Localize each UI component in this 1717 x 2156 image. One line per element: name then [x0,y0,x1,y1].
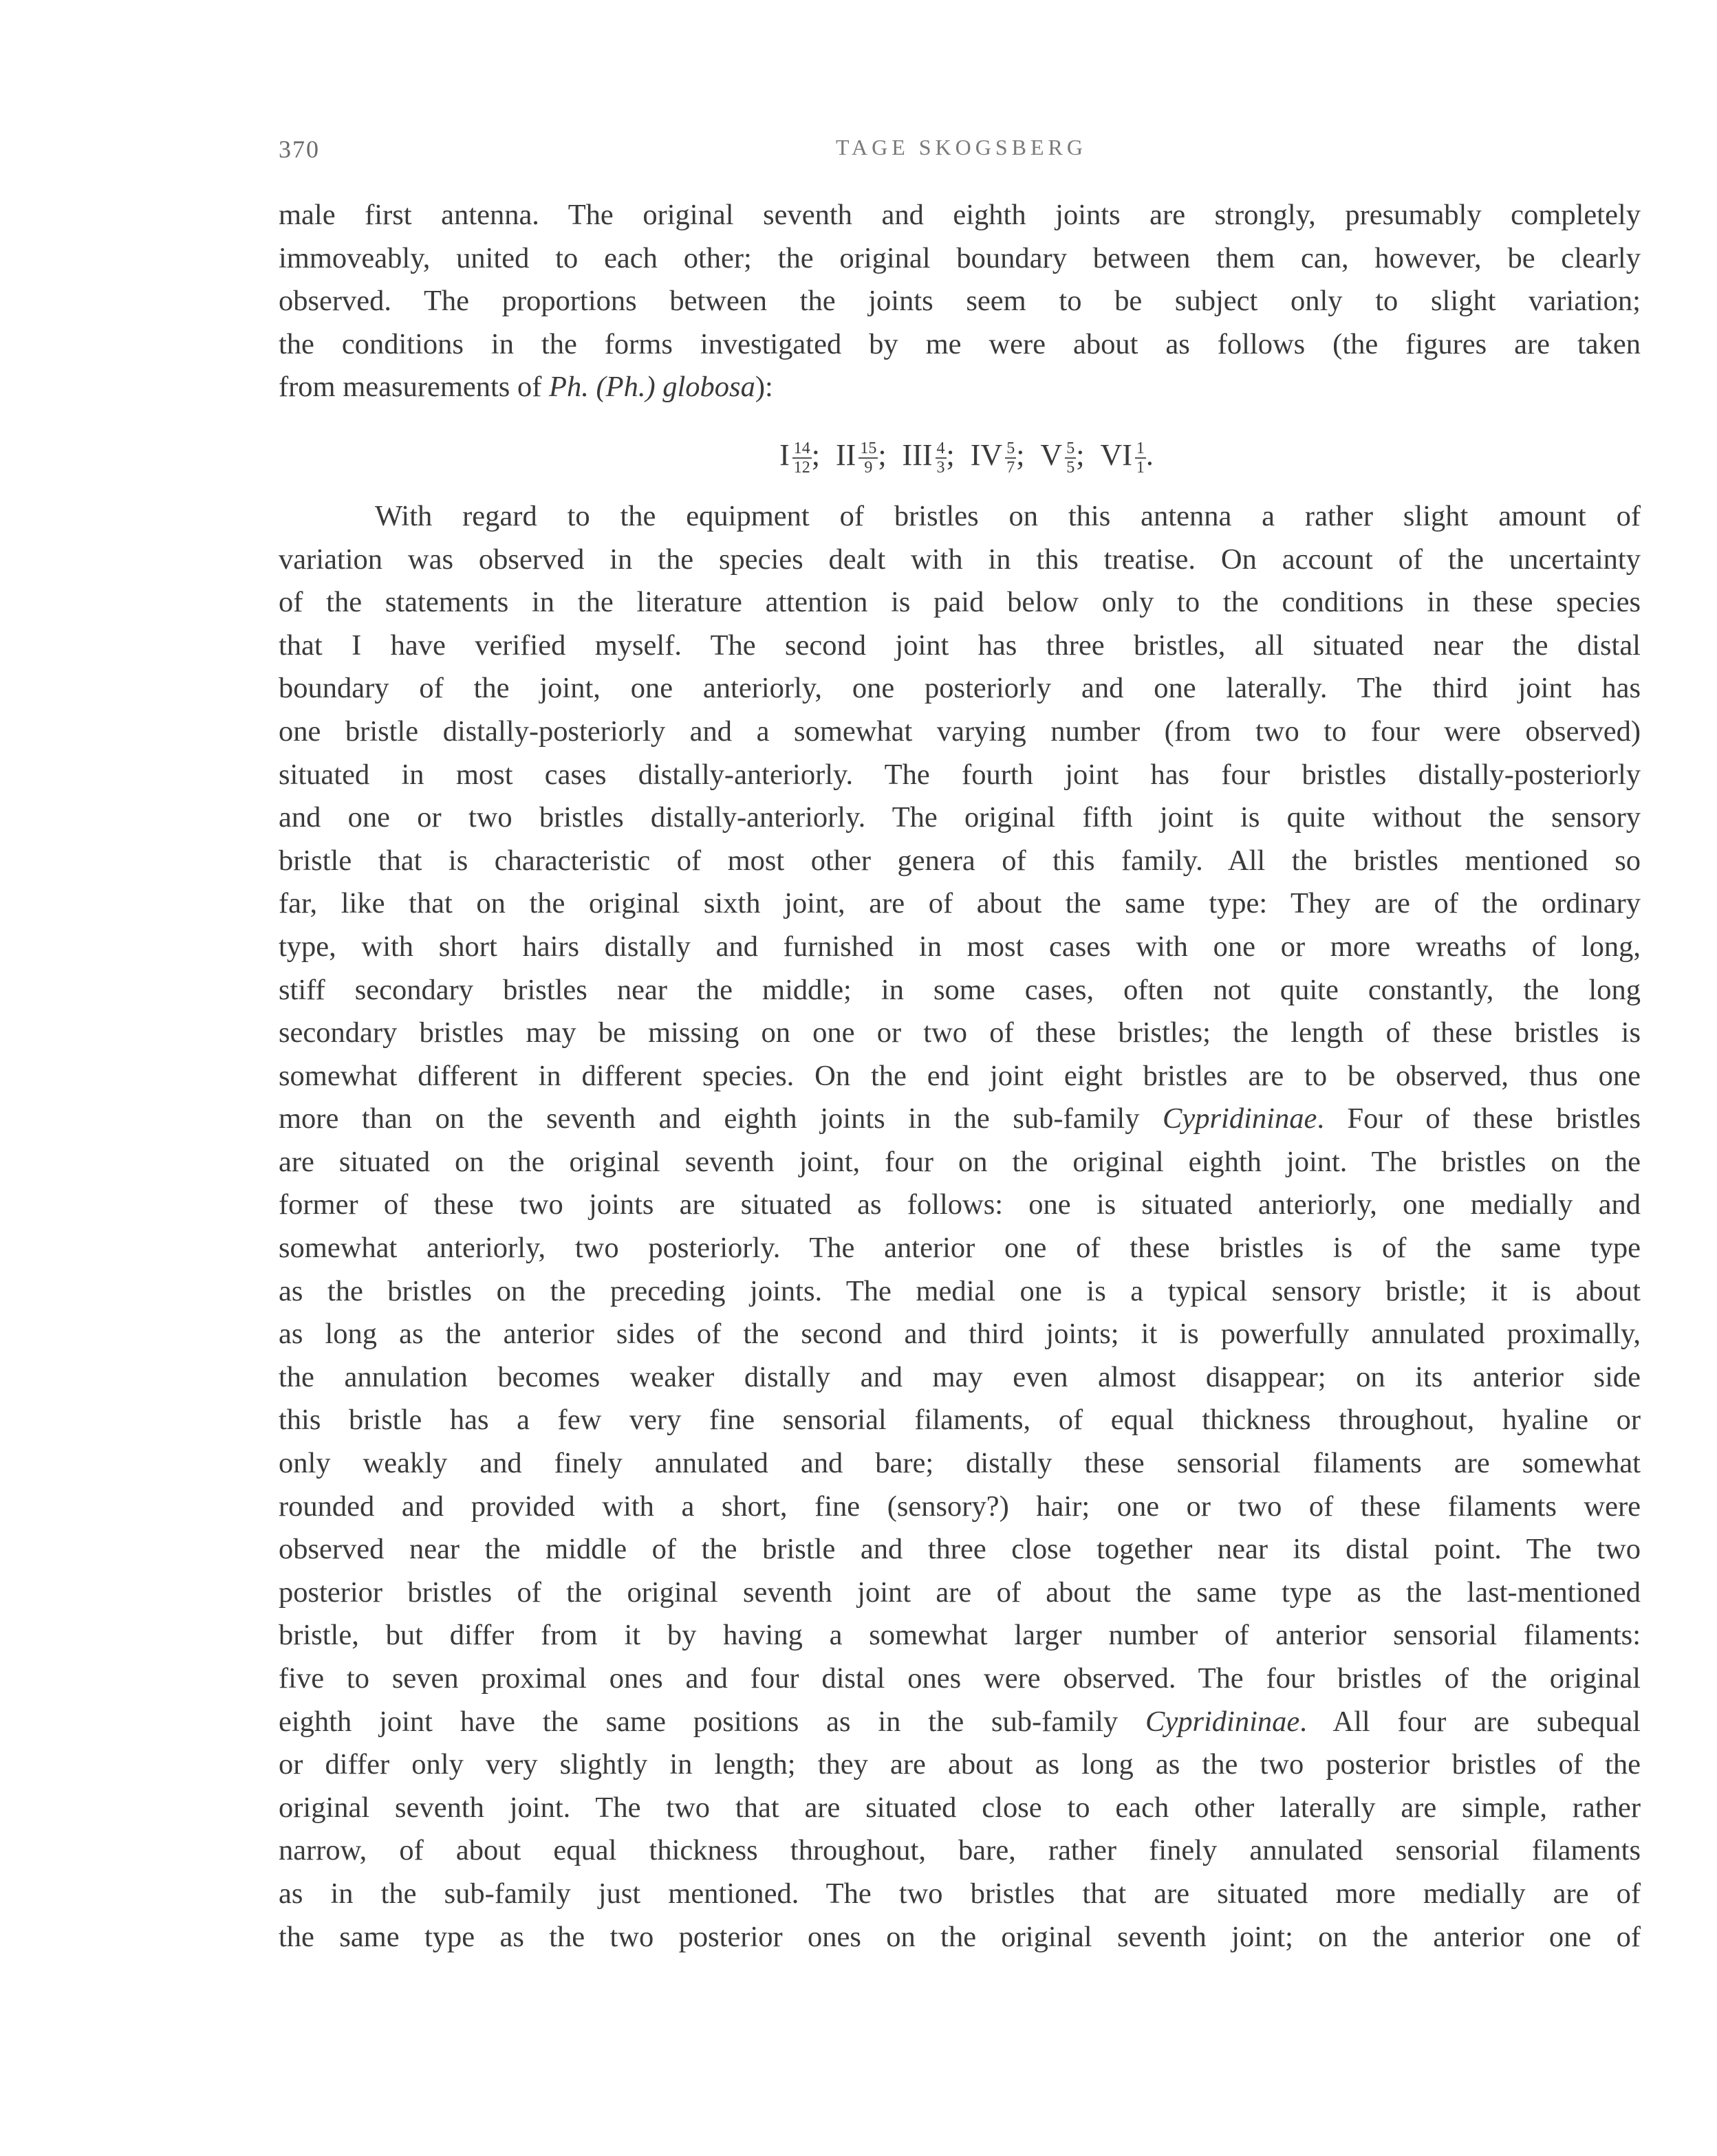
fraction [859,439,878,477]
text-line: or differ only very slightly in length; they are about as long as the two posterior bristles of the [279,1748,1641,1781]
text-line: stiff secondary bristles near the middle; in some cases, often not quite constantly, the long [279,973,1641,1006]
numerator: 5 [1066,439,1075,458]
fraction [792,439,812,477]
separator: ; [878,438,887,472]
formula-term [836,412,887,498]
text-segment: more than on the seventh and eighth joints in the sub-family [279,1102,1163,1135]
text-line: are situated on the original seventh joint, four on the original eighth joint. The bristles on the [279,1145,1641,1178]
text-segment: eighth joint have the same positions as in the sub-family [279,1705,1145,1738]
text-segment: from measurements of [279,371,550,404]
text-line [279,366,1641,409]
text-line: With regard to the equipment of bristles on this antenna a rather slight amount of [375,499,1641,532]
fraction [1065,439,1076,477]
text-line: observed. The proportions between the joints seem to be subject only to slight variation; [279,285,1641,318]
fraction [1005,439,1016,477]
text-line: five to seven proximal ones and four distal ones were observed. The four bristles of the original [279,1662,1641,1695]
text-line: male first antenna. The original seventh and eighth joints are strongly, presumably completely [279,199,1641,231]
text-line: this bristle has a few very fine sensorial filaments, of equal thickness throughout, hyaline or [279,1404,1641,1437]
text-line: that I have verified myself. The second joint has three bristles, all situated near the distal [279,629,1641,662]
numerator: 4 [936,439,945,458]
text-line: bristle that is characteristic of most other genera of this family. All the bristles mentioned so [279,844,1641,877]
text-line: narrow, of about equal thickness throughout, bare, rather finely annulated sensorial filaments [279,1834,1641,1867]
formula-term [1100,412,1153,498]
text-line: immoveably, united to each other; the original boundary between them can, however, be clearly [279,241,1641,274]
text-line: one bristle distally-posteriorly and a somewhat varying number (from two to four were observed) [279,715,1641,748]
fraction [1135,439,1146,477]
joint-label: II [836,438,856,472]
text-line: rounded and provided with a short, fine (sensory?) hair; one or two of these filaments were [279,1490,1641,1523]
denominator: 7 [1006,459,1015,477]
text-line: and one or two bristles distally-anteriorly. The original fifth joint is quite without the sensory [279,801,1641,834]
text-line: of the statements in the literature attention is paid below only to the conditions in these species [279,586,1641,619]
joint-label: V [1040,438,1063,472]
text-line: far, like that on the original sixth joint, are of about the same type: They are of the ordinary [279,887,1641,920]
text-line: somewhat anteriorly, two posteriorly. The anterior one of these bristles is of the same type [279,1232,1641,1265]
separator: ; [946,438,955,472]
page-header [279,135,1644,176]
text-line: variation was observed in the species dealt with in this treatise. On account of the uncertainty [279,543,1641,576]
running-head: TAGE SKOGSBERG [835,135,1087,160]
text-segment: . All four are subequal [1299,1705,1641,1738]
denominator: 1 [1136,459,1145,477]
joint-proportions-formula [279,409,1641,495]
taxon-name: Cypridininae [1145,1705,1300,1738]
fraction [936,439,947,477]
denominator: 12 [793,459,810,477]
text-line: as in the sub-family just mentioned. The two bristles that are situated more medially are of [279,1877,1641,1910]
text-line: former of these two joints are situated as follows: one is situated anteriorly, one medially and [279,1188,1641,1221]
text-line: as the bristles on the preceding joints. The medial one is a typical sensory bristle; it is about [279,1274,1641,1307]
text-line: boundary of the joint, one anteriorly, one posteriorly and one laterally. The third joint has [279,672,1641,705]
numerator: 5 [1006,439,1015,458]
taxon-name: Cypridininae [1163,1102,1317,1135]
text-line: posterior bristles of the original seventh joint are of about the same type as the last-mentioned [279,1576,1641,1609]
paragraph-1 [279,194,1641,409]
numerator: 1 [1136,439,1145,458]
formula-end: . [1145,438,1154,472]
text-line: the conditions in the forms investigated by me were about as follows (the figures are taken [279,327,1641,360]
text-line [279,1701,1641,1744]
text-line [279,1098,1641,1141]
text-line: secondary bristles may be missing on one or two of these bristles; the length of these bristles is [279,1016,1641,1049]
species-name: Ph. (Ph.) globosa [549,371,755,404]
numerator: 14 [793,439,810,458]
separator: ; [811,438,820,472]
text-segment: . Four of these bristles [1317,1102,1641,1135]
text-line: situated in most cases distally-anteriorly. The fourth joint has four bristles distally-posteriorly [279,758,1641,791]
formula-term [903,412,955,498]
text-line: bristle, but differ from it by having a somewhat larger number of anterior sensorial filaments: [279,1619,1641,1652]
joint-label: I [779,438,790,472]
text-line: the annulation becomes weaker distally and may even almost disappear; on its anterior side [279,1360,1641,1393]
text-line: the same type as the two posterior ones on the original seventh joint; on the anterior one of [279,1920,1641,1953]
formula-term [971,412,1025,498]
separator: ; [1016,438,1025,472]
formula-term [779,412,820,498]
text-segment: ): [755,371,773,404]
denominator: 3 [936,459,945,477]
numerator: 15 [860,439,877,458]
text-line: as long as the anterior sides of the second and third joints; it is powerfully annulated proximally, [279,1318,1641,1351]
denominator: 9 [864,459,873,477]
paragraph-2 [279,495,1641,1959]
body-text [279,194,1641,1959]
denominator: 5 [1066,459,1075,477]
text-line: somewhat different in different species. On the end joint eight bristles are to be observed, thus one [279,1059,1641,1092]
joint-label: VI [1100,438,1132,472]
joint-label: III [902,438,933,472]
text-line: observed near the middle of the bristle and three close together near its distal point. The two [279,1533,1641,1566]
joint-label: IV [970,438,1003,472]
text-line: type, with short hairs distally and furnished in most cases with one or more wreaths of long, [279,930,1641,963]
formula-term [1040,412,1084,498]
text-line: original seventh joint. The two that are situated close to each other laterally are simple, rather [279,1791,1641,1824]
text-line: only weakly and finely annulated and bare; distally these sensorial filaments are somewhat [279,1447,1641,1480]
separator: ; [1076,438,1085,472]
page-number: 370 [279,135,320,163]
